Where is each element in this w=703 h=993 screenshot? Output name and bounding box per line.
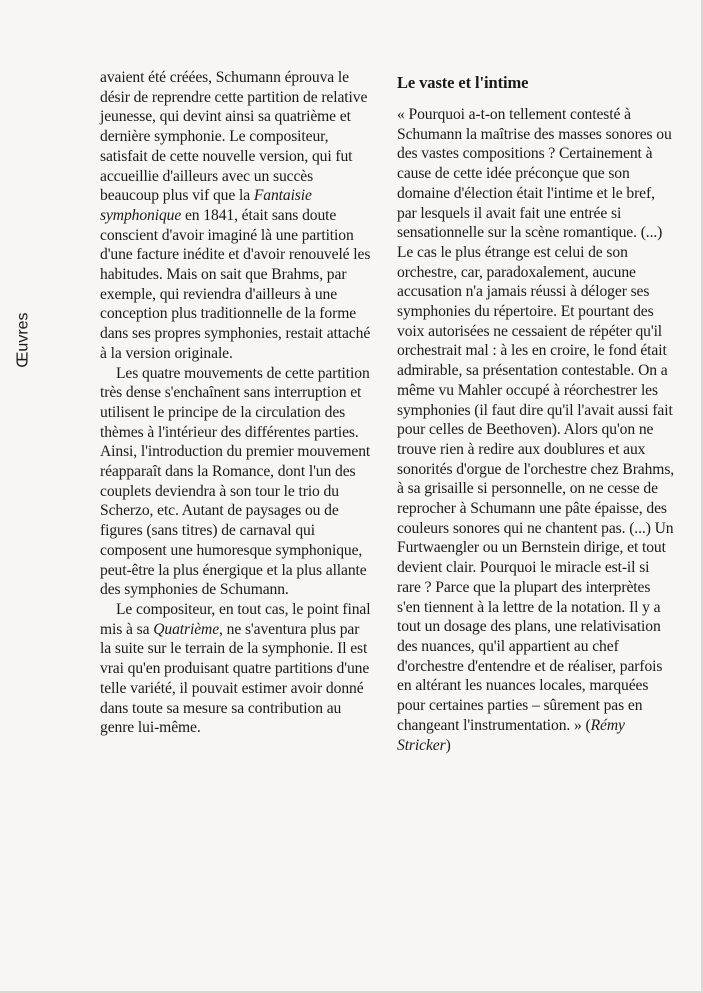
paragraph-text: , ne s'aventura plus par la suite sur le terrain de la symphonie. Il est vrai qu'en produisant quatre partitions d'une telle variété, il pouvait estimer avoir donné dans toute sa mesure sa contribution au genre lui-même.	[100, 620, 370, 737]
paragraph-text: Le compositeur, en tout cas, le point final mis à sa	[100, 600, 371, 638]
left-column	[100, 68, 372, 738]
quote-paragraph	[397, 105, 677, 755]
quote-attribution: Rémy Stricker	[397, 716, 625, 754]
side-label-text: Œuvres	[15, 312, 32, 368]
work-title: Fantaisie symphonique	[100, 187, 312, 224]
paragraph-text: avaient été créées, Schumann éprouva le désir de reprendre cette partition de relative jeunesse, qui devint ainsi sa quatrième et dernière symphonie. Le compositeur, satisfait de cette nouvelle version, qui fut accueillie d'ailleurs avec un succès beaucoup plus vif que la	[100, 69, 368, 205]
paragraph-text: en 1841, était sans doute conscient d'avoir imaginé là une partition d'une facture inédite et d'avoir renouvelé les habitudes. Mais on sait que Brahms, par exemple, qui reviendra d'ailleurs à une conception plus traditionnelle de la forme dans ses propres symphonies, restait attaché à la version originale.	[100, 206, 371, 362]
quote-closing: )	[445, 736, 451, 754]
quote-text: « Pourquoi a-t-on tellement contesté à Schumann la maîtrise des masses sonores ou des vastes compositions ? Certainement à cause de cette idée préconçue que son domaine d'élection était l'intime et le bref, par lesquels il avait fait une entrée si sensationnelle sur la scène romantique. (...) Le cas le plus étrange est celui de son orchestre, car, paradoxalement, aucune accusation n'a jamais réussi à déloger ses symphonies du répertoire. Et pourtant des voix autorisées ne cessaient de répéter qu'il orchestrait mal : à les en croire, le fond était admirable, sa présentation contestable. On a même vu Mahler occupé à réorchestrer les symphonies (il faut dire qu'il l'avait aussi fait pour celles de Beethoven). Alors qu'on ne trouve rien à redire aux doublures et aux sonorités d'orgue de l'orchestre chez Brahms, à sa grisaille si personnelle, on ne cesse de reprocher à Schumann une pâte épaisse, des couleurs sonores qui ne chantent pas. (...) Un Furtwaengler ou un Bernstein dirige, et tout devient clair. Pourquoi le miracle est-il si rare ? Parce que la plupart des interprètes s'en tiennent à la lettre de la notation. Il y a tout un dosage des plans, une relativisation des nuances, qu'il appartient au chef d'orchestre d'entendre et de réaliser, parfois en altérant les nuances locales, marquées pour certaines parties – sûrement pas en changeant l'instrumentation. » (	[397, 106, 675, 734]
paragraph: Les quatre mouvements de cette partition très dense s'enchaînent sans interruption et utilisent le principe de la circulation des thèmes à l'intérieur des différentes parties. Ainsi, l'introduction du premier mouvement réapparaît dans la Romance, dont l'un des couplets deviendra à son tour le trio du Scherzo, etc. Autant de paysages ou de figures (sans titres) de carnaval qui composent une humoresque symphonique, peut-être la plus énergique et la plus allante des symphonies de Schumann.	[100, 364, 371, 599]
paragraph	[100, 68, 372, 364]
right-column	[397, 68, 677, 755]
paragraph	[100, 600, 372, 738]
section-title: Le vaste et l'intime	[397, 73, 529, 92]
side-section-label	[12, 312, 36, 368]
work-title: Quatrième	[153, 620, 220, 638]
